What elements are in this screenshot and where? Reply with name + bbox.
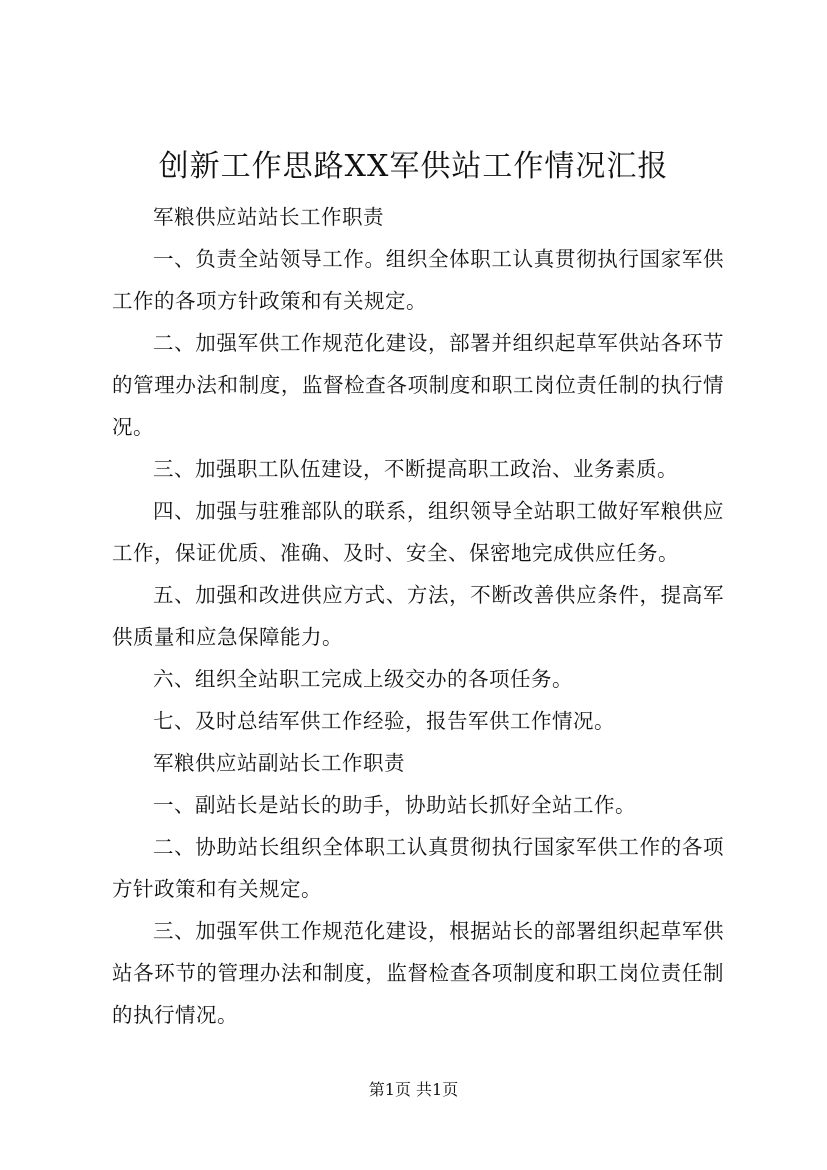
paragraph-2: 一、负责全站领导工作。组织全体职工认真贯彻执行国家军供工作的各项方针政策和有关规定。	[112, 247, 724, 313]
paragraph-10: 一、副站长是站长的助手，协助站长抓好全站工作。	[153, 793, 636, 817]
paragraph-5: 四、加强与驻雅部队的联系，组织领导全站职工做好军粮供应工作，保证优质、准确、及时、安全、保密地完成供应任务。	[112, 499, 724, 565]
page-footer: 第1页 共1页	[368, 1080, 459, 1099]
paragraph-8: 七、及时总结军供工作经验，报告军供工作情况。	[153, 709, 615, 733]
document-title: 创新工作思路XX军供站工作情况汇报	[158, 149, 669, 184]
paragraph-6: 五、加强和改进供应方式、方法，不断改善供应条件，提高军供质量和应急保障能力。	[112, 583, 724, 649]
paragraph-11: 二、协助站长组织全体职工认真贯彻执行国家军供工作的各项方针政策和有关规定。	[112, 835, 724, 901]
paragraph-9: 军粮供应站副站长工作职责	[153, 751, 405, 775]
paragraph-7: 六、组织全站职工完成上级交办的各项任务。	[153, 667, 573, 691]
document-body	[112, 196, 724, 1036]
paragraph-1: 军粮供应站站长工作职责	[153, 205, 384, 229]
paragraph-4: 三、加强职工队伍建设，不断提高职工政治、业务素质。	[153, 457, 678, 481]
paragraph-3: 二、加强军供工作规范化建设，部署并组织起草军供站各环节的管理办法和制度，监督检查各项制度和职工岗位责任制的执行情况。	[112, 331, 724, 439]
paragraph-12: 三、加强军供工作规范化建设，根据站长的部署组织起草军供站各环节的管理办法和制度，监督检查各项制度和职工岗位责任制的执行情况。	[112, 919, 724, 1027]
